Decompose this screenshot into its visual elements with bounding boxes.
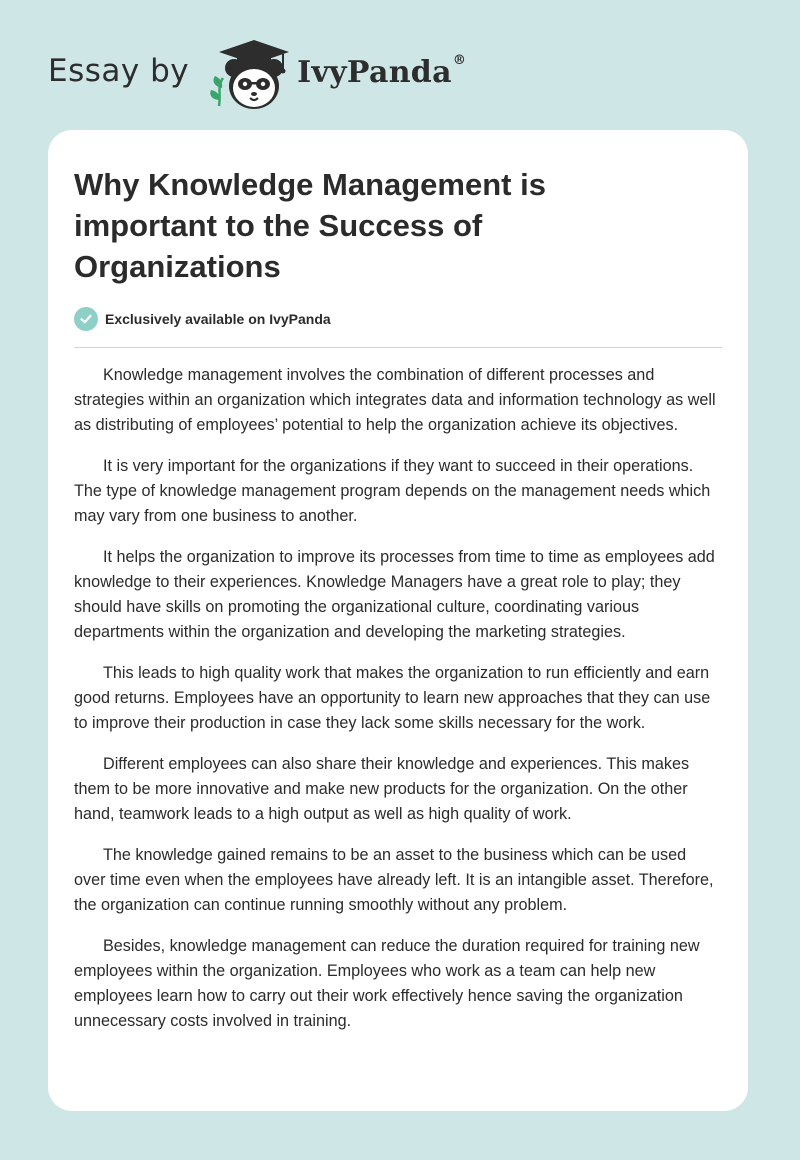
paragraph: Besides, knowledge management can reduce the duration required for training new employees within the organization. Employees who work as a team can help new employees learn how to carry out their work effectively hence saving the organization unnecessary costs involved in training.	[74, 937, 700, 1030]
paragraph: It is very important for the organizations if they want to succeed in their operations. The type of knowledge management program depends on the management needs which may vary from one business to another.	[74, 457, 711, 525]
article-title: Why Knowledge Management is important to the Success of Organizations	[74, 167, 546, 284]
article-body	[74, 363, 722, 1034]
registered-mark: ®	[452, 52, 467, 68]
paragraph: Different employees can also share their knowledge and experiences. This makes them to be more innovative and make new products for the organization. On the other hand, teamwork leads to a high output as well as high quality of work.	[74, 755, 690, 823]
paragraph: This leads to high quality work that makes the organization to run efficiently and earn good returns. Employees have an opportunity to learn new approaches that they can use to improve their production in case they lack some skills necessary for the work.	[74, 664, 711, 732]
paragraph: It helps the organization to improve its processes from time to time as employees add knowledge to their experiences. Knowledge Managers have a great role to play; they should have skills on promoting the organizational culture, coordinating various departments within the organization and developing the marketing strategies.	[74, 548, 715, 641]
paragraph: Knowledge management involves the combination of different processes and strategies within an organization which integrates data and information technology as well as distributing of employees’ potential to help the organization achieve its objectives.	[74, 366, 716, 434]
site-header	[48, 34, 466, 114]
exclusive-label: Exclusively available on IvyPanda	[105, 311, 331, 327]
exclusive-notice	[74, 306, 722, 332]
divider	[74, 347, 722, 348]
check-circle-icon	[74, 307, 98, 331]
brand-name[interactable]: IvyPanda®	[297, 52, 467, 90]
panda-graduate-logo-icon[interactable]	[207, 36, 291, 112]
paragraph: The knowledge gained remains to be an asset to the business which can be used over time even when the employees have already left. It is an intangible asset. Therefore, the organization can continue running smoothly without any problem.	[74, 846, 714, 914]
article-card	[48, 130, 748, 1111]
essay-by-label: Essay by	[48, 53, 190, 89]
